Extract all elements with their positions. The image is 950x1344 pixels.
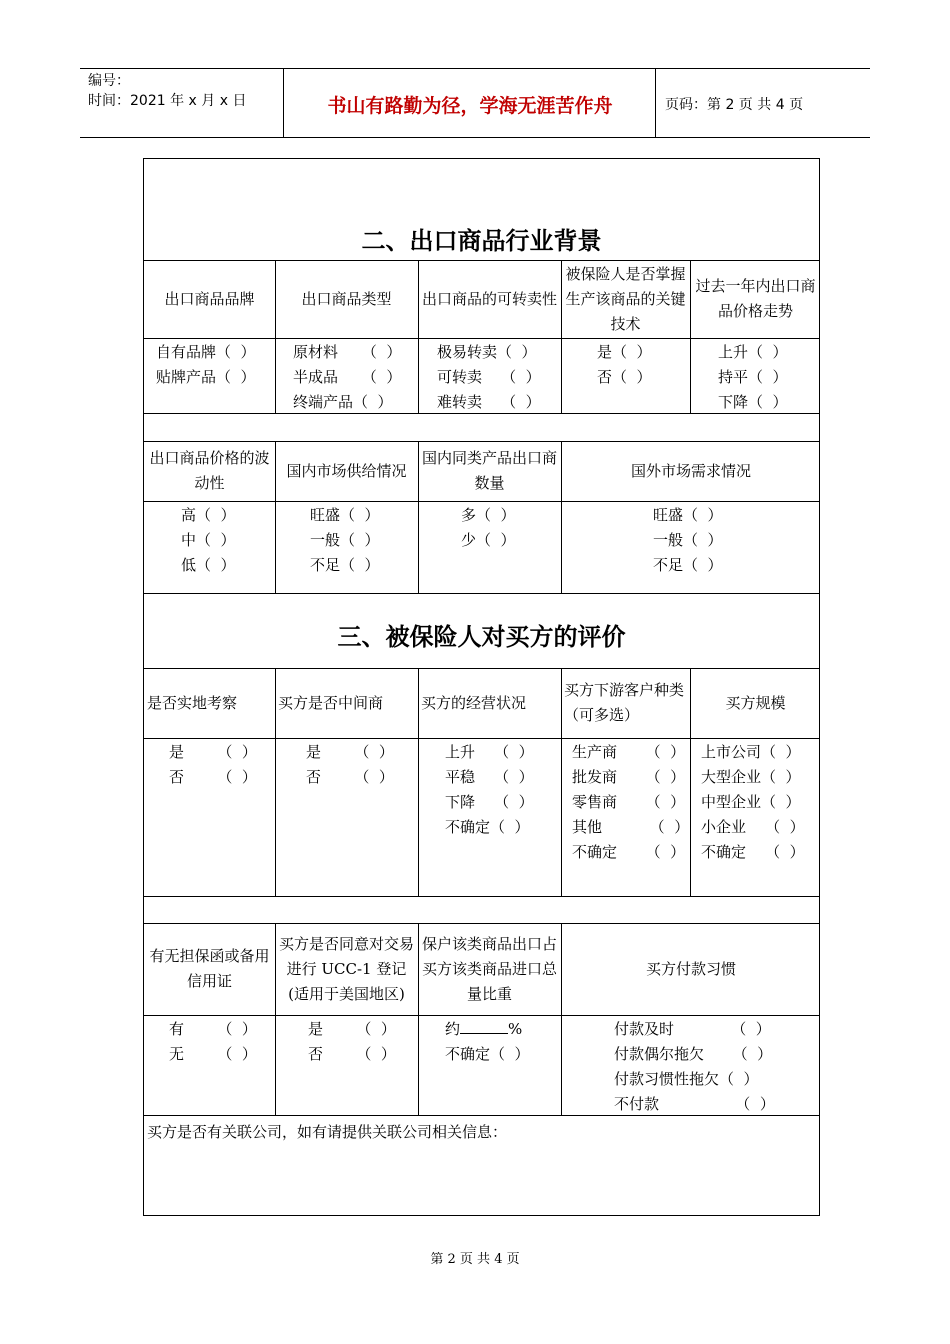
share-prefix: 约 bbox=[445, 1020, 461, 1038]
section-title: 二、出口商品行业背景 bbox=[361, 227, 602, 255]
checkbox-option[interactable]: 半成品 （ ） bbox=[293, 368, 402, 386]
checkbox-option[interactable]: 否 （ ） bbox=[308, 1045, 396, 1063]
number-label: 编号： bbox=[88, 73, 130, 89]
header-cell: 买方下游客户种类（可多选） bbox=[564, 681, 685, 724]
checkbox-option[interactable]: 其他 （ ） bbox=[572, 818, 690, 836]
page-header bbox=[80, 68, 870, 138]
checkbox-option[interactable]: 零售商 （ ） bbox=[572, 793, 686, 811]
row-divider bbox=[144, 501, 819, 502]
checkbox-option[interactable]: 自有品牌（ ） bbox=[156, 343, 256, 361]
checkbox-option[interactable]: 否 （ ） bbox=[306, 768, 394, 786]
checkbox-option[interactable]: 贴牌产品（ ） bbox=[156, 368, 256, 386]
option-list[interactable] bbox=[306, 740, 394, 790]
checkbox-option[interactable]: 付款偶尔拖欠 （ ） bbox=[614, 1045, 773, 1063]
option-list[interactable] bbox=[701, 740, 805, 865]
header-divider bbox=[283, 69, 284, 137]
header-cell: 国内同类产品出口商数量 bbox=[422, 449, 558, 492]
checkbox-option[interactable]: 是 （ ） bbox=[306, 743, 394, 761]
header-cell: 被保险人是否掌握生产该商品的关键技术 bbox=[565, 264, 686, 333]
checkbox-option[interactable]: 不确定 （ ） bbox=[701, 843, 805, 861]
checkbox-option[interactable]: 批发商 （ ） bbox=[572, 768, 686, 786]
checkbox-option[interactable]: 不确定（ ） bbox=[445, 1045, 530, 1063]
header-cell: 买方是否中间商 bbox=[278, 693, 384, 712]
header-cell: 买方规模 bbox=[725, 693, 786, 712]
checkbox-option[interactable]: 原材料 （ ） bbox=[293, 343, 402, 361]
checkbox-option[interactable]: 高（ ） bbox=[181, 506, 236, 524]
option-list[interactable] bbox=[445, 1017, 530, 1067]
row-divider bbox=[144, 593, 819, 594]
header-cell: 保户该类商品出口占买方该类商品进口总量比重 bbox=[421, 934, 557, 1003]
checkbox-option[interactable]: 有 （ ） bbox=[169, 1020, 257, 1038]
option-list[interactable] bbox=[293, 340, 401, 415]
row-divider bbox=[144, 896, 819, 897]
row-divider bbox=[144, 1115, 819, 1116]
checkbox-option[interactable]: 上市公司（ ） bbox=[701, 743, 801, 761]
share-unit: % bbox=[508, 1020, 523, 1038]
option-list[interactable] bbox=[653, 503, 723, 578]
time-label: 时间：2021 年 x 月 x 日 bbox=[88, 93, 247, 109]
checkbox-option[interactable]: 不确定 （ ） bbox=[572, 843, 686, 861]
checkbox-option[interactable]: 终端产品（ ） bbox=[293, 393, 393, 411]
row-divider bbox=[144, 413, 819, 414]
checkbox-option[interactable]: 无 （ ） bbox=[169, 1045, 257, 1063]
checkbox-option[interactable]: 多（ ） bbox=[461, 506, 516, 524]
header-cell: 有无担保函或备用信用证 bbox=[149, 947, 270, 990]
header-cell: 过去一年内出口商品价格走势 bbox=[695, 277, 816, 320]
checkbox-option[interactable]: 极易转卖（ ） bbox=[437, 343, 537, 361]
checkbox-option[interactable]: 大型企业（ ） bbox=[701, 768, 801, 786]
row-divider bbox=[144, 1015, 819, 1016]
header-cell: 是否实地考察 bbox=[147, 693, 238, 712]
checkbox-option[interactable]: 付款习惯性拖欠（ ） bbox=[614, 1070, 759, 1088]
checkbox-option[interactable]: 中型企业（ ） bbox=[701, 793, 801, 811]
header-cell: 国内市场供给情况 bbox=[286, 461, 407, 480]
section-title: 三、被保险人对买方的评价 bbox=[337, 623, 626, 651]
header-divider bbox=[655, 69, 656, 137]
page-info: 页码：第 2 页 共 4 页 bbox=[665, 97, 804, 113]
checkbox-option[interactable]: 持平（ ） bbox=[718, 368, 788, 386]
header-cell: 出口商品类型 bbox=[301, 289, 392, 308]
row-divider bbox=[144, 338, 819, 339]
checkbox-option[interactable]: 上升 （ ） bbox=[445, 743, 534, 761]
header-cell: 买方的经营状况 bbox=[421, 693, 527, 712]
option-list[interactable] bbox=[718, 340, 788, 415]
checkbox-option[interactable]: 是（ ） bbox=[597, 343, 652, 361]
header-meta bbox=[88, 71, 246, 111]
row-divider bbox=[144, 738, 819, 739]
related-company-label: 买方是否有关联公司，如有请提供关联公司相关信息： bbox=[147, 1123, 508, 1141]
option-list[interactable] bbox=[169, 740, 257, 790]
checkbox-option[interactable]: 旺盛（ ） bbox=[310, 506, 380, 524]
option-list[interactable] bbox=[308, 1017, 396, 1067]
page-footer: 第 2 页 共 4 页 bbox=[430, 1252, 520, 1267]
header-cell: 出口商品品牌 bbox=[164, 289, 255, 308]
related-company-field[interactable] bbox=[147, 1120, 507, 1145]
option-list[interactable] bbox=[310, 503, 380, 578]
header-cell: 出口商品的可转卖性 bbox=[422, 289, 558, 308]
checkbox-option[interactable]: 可转卖 （ ） bbox=[437, 368, 541, 386]
checkbox-option[interactable]: 不足（ ） bbox=[653, 556, 723, 574]
share-blank[interactable] bbox=[460, 1019, 508, 1034]
checkbox-option[interactable]: 不确定（ ） bbox=[445, 818, 530, 836]
checkbox-option[interactable]: 否 （ ） bbox=[169, 768, 257, 786]
option-list[interactable] bbox=[445, 740, 534, 840]
option-list[interactable] bbox=[614, 1017, 775, 1117]
option-list[interactable] bbox=[156, 340, 256, 390]
checkbox-option[interactable]: 一般（ ） bbox=[653, 531, 723, 549]
option-list[interactable] bbox=[437, 340, 541, 415]
header-cell: 国外市场需求情况 bbox=[630, 461, 751, 480]
share-field[interactable] bbox=[445, 1017, 530, 1042]
checkbox-option[interactable]: 不足（ ） bbox=[310, 556, 380, 574]
checkbox-option[interactable]: 一般（ ） bbox=[310, 531, 380, 549]
checkbox-option[interactable]: 是 （ ） bbox=[169, 743, 257, 761]
checkbox-option[interactable]: 小企业 （ ） bbox=[701, 818, 805, 836]
checkbox-option[interactable]: 下降 （ ） bbox=[445, 793, 534, 811]
checkbox-option[interactable]: 不付款 （ ） bbox=[614, 1095, 775, 1113]
checkbox-option[interactable]: 低（ ） bbox=[181, 556, 236, 574]
option-list[interactable] bbox=[597, 340, 652, 390]
checkbox-option[interactable]: 生产商 （ ） bbox=[572, 743, 686, 761]
checkbox-option[interactable]: 否（ ） bbox=[597, 368, 652, 386]
checkbox-option[interactable]: 少（ ） bbox=[461, 531, 516, 549]
checkbox-option[interactable]: 平稳 （ ） bbox=[445, 768, 534, 786]
form-table bbox=[143, 158, 820, 1216]
checkbox-option[interactable]: 是 （ ） bbox=[308, 1020, 396, 1038]
checkbox-option[interactable]: 难转卖 （ ） bbox=[437, 393, 541, 411]
option-list[interactable] bbox=[169, 1017, 257, 1067]
checkbox-option[interactable]: 下降（ ） bbox=[718, 393, 788, 411]
checkbox-option[interactable]: 付款及时 （ ） bbox=[614, 1020, 771, 1038]
header-cell: 买方付款习惯 bbox=[645, 959, 736, 978]
checkbox-option[interactable]: 旺盛（ ） bbox=[653, 506, 723, 524]
checkbox-option[interactable]: 中（ ） bbox=[181, 531, 236, 549]
option-list[interactable] bbox=[461, 503, 516, 553]
option-list[interactable] bbox=[181, 503, 236, 578]
option-list[interactable] bbox=[572, 740, 689, 865]
header-cell: 出口商品价格的波动性 bbox=[149, 449, 270, 492]
motto: 书山有路勤为径，学海无涯苦作舟 bbox=[327, 95, 613, 117]
checkbox-option[interactable]: 上升（ ） bbox=[718, 343, 788, 361]
header-cell: 买方是否同意对交易进行 UCC-1 登记(适用于美国地区) bbox=[278, 934, 414, 1003]
